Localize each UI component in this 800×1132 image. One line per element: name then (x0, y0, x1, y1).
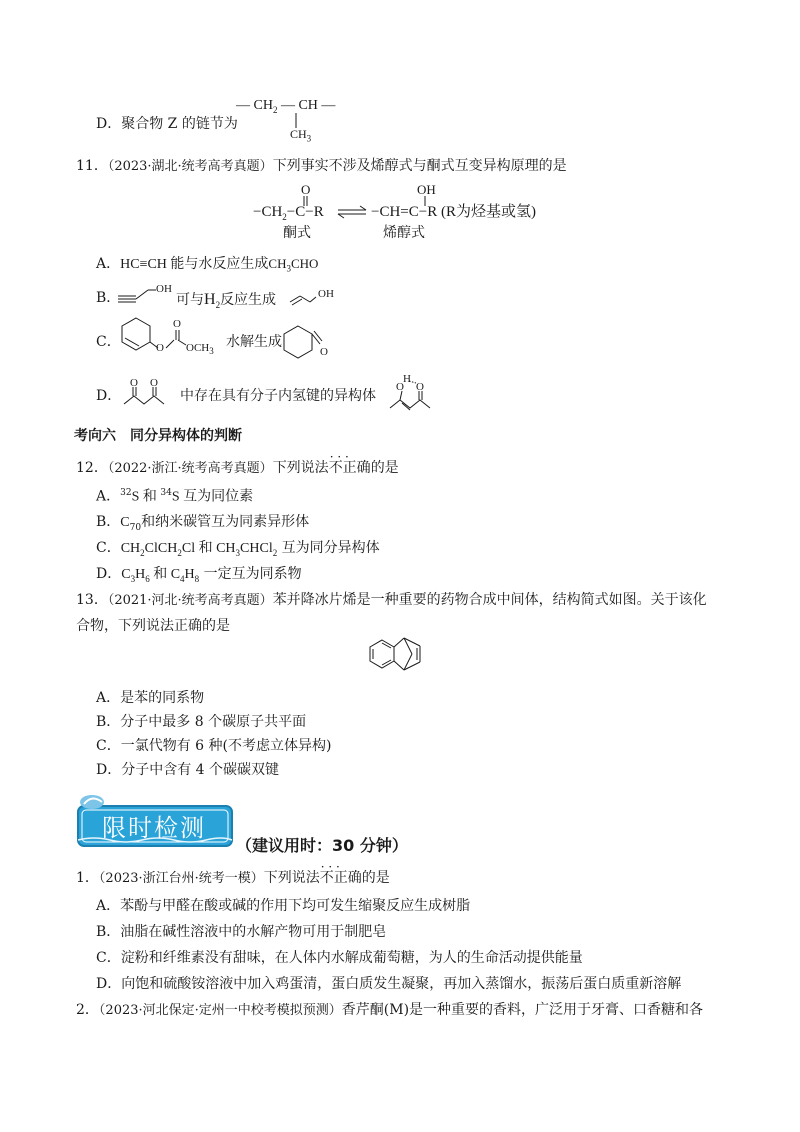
q10-ch3-sub: 3 (306, 133, 312, 144)
q10-ch2: — CH (236, 98, 273, 113)
q12-b-text: 和纳米碳管互为同素异形体 (141, 514, 310, 530)
q12-d-a: C (121, 567, 131, 582)
p2-stem (76, 1002, 703, 1019)
q12-emphasis: · · · 不正确 (329, 460, 371, 476)
p1-text-b: 的是 (361, 870, 390, 886)
q11-b-oh2: OH (318, 288, 334, 300)
q13-option-b: B．分子中最多 8 个碳原子共平面 (96, 714, 307, 730)
q11-option-c-label: C． (96, 334, 121, 350)
q12-c-c: Cl 和 CH (181, 541, 236, 556)
q12-a-t2: S 互为同位素 (171, 489, 254, 505)
p1-option-c: C．淀粉和纤维素没有甜味，在人体内水解成葡萄糖，为人的生命活动提供能量 (96, 950, 583, 966)
p1-emphasis: · · · 不正确 (320, 870, 362, 886)
q11-a-cho: CHO (290, 256, 319, 271)
q11-a-text: HC≡CH 能与水反应生成 (120, 257, 269, 272)
q11-number: 11． (76, 158, 108, 174)
p2-number: 2． (76, 1002, 99, 1018)
q13-text1: 苯并降冰片烯是一种重要的药物合成中间体，结构简式如图。关于该化 (272, 592, 707, 608)
q11-d-o1: O (130, 377, 138, 389)
q13-stem-line2: 合物，下列说法正确的是 (76, 618, 230, 634)
q12-number: 12． (76, 460, 108, 476)
q11-text: 下列事实不涉及烯醇式与酮式互变异构原理的是 (272, 158, 567, 174)
q12-a-sup2: 34 (160, 488, 172, 498)
q12-source: （2022·浙江·统考高考真题） (107, 461, 273, 476)
suggested-time: （建议用时：30 分钟） (236, 836, 408, 855)
p1-number: 1． (76, 870, 99, 886)
q10-ch3-text: CH (290, 127, 307, 141)
q12-c-s2: 2 (177, 547, 182, 558)
q11-option-d-label: D． (96, 388, 122, 404)
q13-source: （2021·河北·统考高考真题） (107, 593, 273, 608)
p1-text-a: 下列说法 (263, 870, 320, 886)
timed-test-title: 限时检测 (102, 814, 206, 842)
q12-a-t1: S 和 (131, 489, 161, 505)
q13-number: 13． (76, 592, 108, 608)
q13-option-d: D．分子中含有 4 个碳碳双键 (96, 762, 280, 778)
q12-c-d: CHCl (240, 541, 273, 556)
q12-c-e: 互为同分异构体 (277, 540, 380, 556)
q12-c-b: ClCH (144, 541, 178, 556)
p2-source: （2023·河北保定·定州一中校考模拟预测） (98, 1003, 342, 1018)
p1-stem (76, 870, 390, 887)
q12-c-s1: 2 (140, 547, 145, 558)
q12-c-a: CH (120, 541, 141, 556)
q11-c-och: OCH (186, 342, 210, 354)
q11-c-och3-sub: 3 (209, 346, 214, 357)
q10-ch2-sub: 2 (272, 104, 278, 115)
q11-source: （2023·湖北·统考高考真题） (107, 159, 273, 174)
q12-d-c: 和 C (149, 567, 181, 582)
q12-b-label: B． (96, 514, 121, 530)
q12-c-label: C． (96, 540, 121, 556)
q11-keto-cr: −C−R (286, 204, 324, 220)
p1-option-a: A．苯酚与甲醛在酸或碱的作用下均可发生缩聚反应生成树脂 (96, 898, 471, 914)
q11-b-h: H (204, 291, 216, 308)
q12-d-s1: 3 (130, 573, 136, 584)
q11-a-label: A． (96, 256, 121, 272)
q11-b-h-sub: 2 (215, 300, 221, 311)
q12-d-s3: 4 (180, 573, 185, 584)
q11-b-text2: 反应生成 (220, 292, 277, 308)
q12-d-s4: 8 (194, 573, 200, 584)
q11-c-carbonyl-o: O (173, 318, 181, 330)
q11-c-text: 水解生成 (226, 334, 282, 350)
q11-enol-text: −CH=C−R (371, 204, 438, 220)
q11-d-h: H (403, 373, 411, 385)
q11-c-o: O (156, 342, 164, 354)
q11-b-oh1: OH (156, 283, 172, 295)
q10-ch: — CH — (280, 98, 336, 113)
q11-a-ch3: CH (268, 256, 287, 271)
q11-keto-label: 酮式 (283, 225, 311, 241)
q11-keto-sub: 2 (282, 212, 287, 222)
q11-d-text: 中存在具有分子内氢键的异构体 (180, 388, 376, 404)
q12-c-s4: 2 (272, 547, 278, 558)
q11-d-o3: O (396, 381, 404, 393)
q11-option-b-label: B． (96, 290, 121, 306)
q11-enol-label: 烯醇式 (383, 225, 425, 241)
q10-option-d-label: D．聚合物 Z 的链节为 (96, 116, 238, 132)
q11-enol-oh: OH (417, 182, 436, 197)
q11-note: (R为烃基或氢) (440, 204, 536, 220)
p2-text: 香芹酮(M)是一种重要的香料，广泛用于牙膏、口香糖和各 (341, 1002, 704, 1018)
q11-d-o2: O (150, 377, 158, 389)
q12-d-d: H (184, 567, 195, 582)
q12-text-b: 的是 (370, 460, 399, 476)
section-heading: 考向六 同分异构体的判断 (74, 428, 242, 444)
q12-d-e: 一定互为同系物 (199, 566, 302, 582)
p1-source: （2023·浙江台州·统考一模） (98, 871, 264, 886)
p1-option-d: D．向饱和硫酸铵溶液中加入鸡蛋清，蛋白质发生凝聚，再加入蒸馏水，振荡后蛋白质重新溶解 (96, 976, 682, 992)
q12-b-sub: 70 (129, 522, 142, 533)
q12-c-s3: 3 (235, 547, 241, 558)
q11-c-ketone-o: O (320, 346, 328, 358)
q13-option-a: A．是苯的同系物 (96, 690, 205, 706)
p1-option-b: B．油脂在碱性溶液中的水解产物可用于制肥皂 (96, 924, 387, 940)
q12-a-label: A． (96, 488, 121, 505)
q12-d-label: D． (96, 566, 122, 582)
q11-keto-o: O (301, 182, 311, 197)
q11-b-text1: 可与 (176, 292, 204, 308)
q12-d-s2: 6 (145, 573, 150, 584)
q12-d-b: H (135, 567, 146, 582)
q12-text-a: 下列说法 (272, 460, 329, 476)
q12-a-sup1: 32 (120, 488, 132, 498)
q13-option-c: C．一氯代物有 6 种(不考虑立体异构) (96, 738, 332, 754)
q11-d-o4: O (416, 381, 424, 393)
q11-a-sub: 3 (286, 263, 291, 274)
q12-b-c: C (120, 515, 130, 530)
q11-keto-ch2: −CH (253, 204, 283, 220)
